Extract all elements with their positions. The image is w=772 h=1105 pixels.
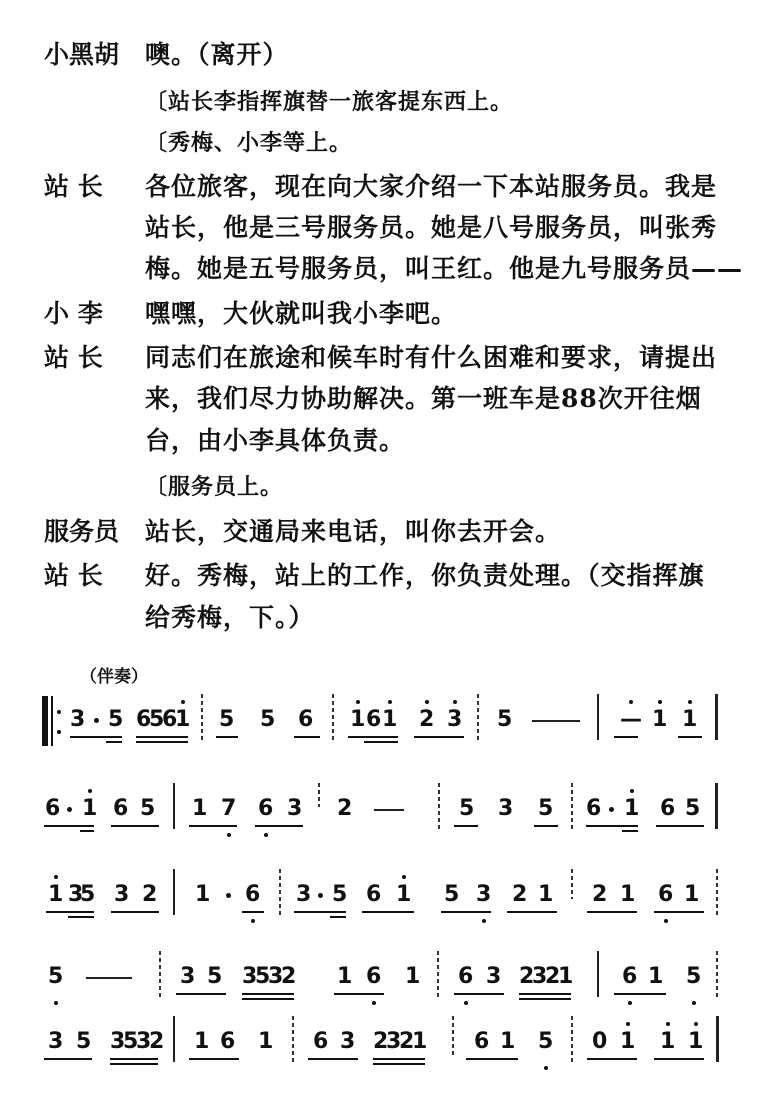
note: 6 [313,1029,329,1054]
note: 2 [519,964,535,989]
dialogue-line: 站长，交通局来电话，叫你去开会。 [145,517,562,546]
note: 1 [82,797,97,821]
note: 1 [194,1029,210,1054]
dialogue-line: 台，由小李具体负责。 [145,426,406,455]
note: 2 [399,1029,415,1054]
note: 1 [195,882,211,907]
speaker-label: 小黑胡 [44,40,120,69]
score-row [0,797,772,857]
note: 1 [258,1029,274,1054]
note: 3 [180,964,196,989]
note: 1 [500,1029,516,1054]
note: 2 [592,882,608,907]
note: 6 [136,707,152,732]
note: 1 [660,1030,675,1054]
note: 5 [260,707,276,732]
note: 3 [70,707,86,732]
note: 1 [412,1029,428,1054]
note: 0 [592,1029,608,1054]
note: 2 [149,1029,165,1054]
note: 5 [76,1029,92,1054]
dialogue-line: 给秀梅，下。） [145,603,315,632]
note: 6 [220,1029,236,1054]
dialogue-line: 梅。她是五号服务员，叫王红。他是九号服务员—— [145,254,744,283]
note: 1 [192,796,208,821]
score-row [0,1030,772,1090]
note: 1 [350,708,365,732]
score-row [0,965,772,1025]
speaker-label: 服务员 [44,517,120,546]
speaker-label: 站 长 [44,561,103,590]
note: 6 [162,707,178,732]
note: 5 [123,1029,139,1054]
score-row [0,708,772,768]
note: 3 [68,882,84,907]
note: 6 [586,796,602,821]
augmentation-dot [318,893,323,898]
note: 5 [497,707,513,732]
accompaniment-label: （伴奏） [80,667,148,687]
note: 3 [498,796,514,821]
speaker-label: 站 长 [44,343,103,372]
note: 6 [366,965,381,989]
note: 5 [219,707,235,732]
note: 1 [558,964,574,989]
note: 5 [332,882,348,907]
note: 3 [340,1029,356,1054]
note: 2 [512,882,528,907]
note: 3 [110,1029,126,1054]
note: 1 [396,883,411,907]
augmentation-dot [609,807,614,812]
speaker-label: 小 李 [44,299,103,328]
augmentation-dot [94,718,99,723]
note: 3 [268,964,284,989]
note: 2 [142,882,158,907]
note: 3 [242,964,258,989]
note: 3 [287,796,303,821]
note: 1 [405,964,421,989]
note: 5 [444,882,460,907]
note: 6 [366,707,382,732]
note: 2 [337,796,353,821]
note: 5 [255,964,271,989]
note: 2 [419,708,434,732]
note: 5 [149,707,165,732]
note: 5 [459,796,475,821]
dialogue-line: 噢。（离开） [145,40,289,69]
note: 1 [620,1030,635,1054]
note: 5 [140,796,156,821]
note: 6 [45,796,61,821]
dialogue-line: 各位旅客，现在向大家介绍一下本站服务员。我是 [145,172,718,201]
speaker-label: 站 长 [44,172,103,201]
augmentation-dot [67,807,72,812]
note: 6 [458,965,473,989]
hold-dash [86,977,132,979]
note: 3 [476,883,491,907]
note: 6 [245,883,260,907]
dialogue-line: 站长，他是三号服务员。她是八号服务员，叫张秀 [145,213,718,242]
stage-direction: 〔站长李指挥旗替一旅客提东西上。 [145,89,514,115]
note: 1 [652,708,667,732]
note: 1 [684,882,700,907]
dialogue-line: 好。秀梅，站上的工作，你负责处理。（交指挥旗 [145,561,705,590]
note: 1 [682,708,697,732]
note: 3 [532,964,548,989]
note: 2 [281,964,297,989]
note: 3 [486,964,502,989]
note: — [620,708,642,732]
note: 1 [382,708,397,732]
note: 2 [373,1029,389,1054]
note: 5 [108,707,124,732]
note: 3 [386,1029,402,1054]
note: 3 [447,708,462,732]
note: 5 [80,882,96,907]
note: 5 [207,964,223,989]
note: 5 [48,965,63,989]
jianpu-score [0,650,772,1105]
note: 5 [685,796,701,821]
dialogue-line: 同志们在旅途和候车时有什么困难和要求，请提出 [145,343,718,372]
note: 1 [620,882,636,907]
note: 3 [48,1029,64,1054]
note: 3 [296,882,312,907]
note: 6 [298,707,314,732]
note: 1 [648,964,664,989]
note: 1 [688,1030,703,1054]
augmentation-dot [226,893,231,898]
note: 1 [538,882,554,907]
note: 6 [658,883,673,907]
note: 6 [474,1029,490,1054]
note: 5 [686,965,701,989]
note: 1 [175,708,190,732]
note: 6 [258,797,273,821]
dialogue-line: 嘿嘿，大伙就叫我小李吧。 [145,299,458,328]
dialogue-line: 来，我们尽力协助解决。第一班车是88次开往烟 [145,384,702,413]
note: 6 [622,965,637,989]
note: 1 [337,964,353,989]
note: 1 [624,797,639,821]
score-row [0,883,772,943]
note: 1 [48,883,63,907]
note: 3 [136,1029,152,1054]
hold-dash [532,720,580,722]
note: 5 [538,1030,553,1054]
note: 7 [221,797,236,821]
hold-dash [374,809,404,811]
note: 6 [366,882,382,907]
note: 3 [114,882,130,907]
note: 6 [113,796,129,821]
note: 5 [538,796,554,821]
stage-direction: 〔秀梅、小李等上。 [145,130,353,156]
note: 6 [660,796,676,821]
note: 2 [545,964,561,989]
stage-direction: 〔服务员上。 [145,474,284,500]
